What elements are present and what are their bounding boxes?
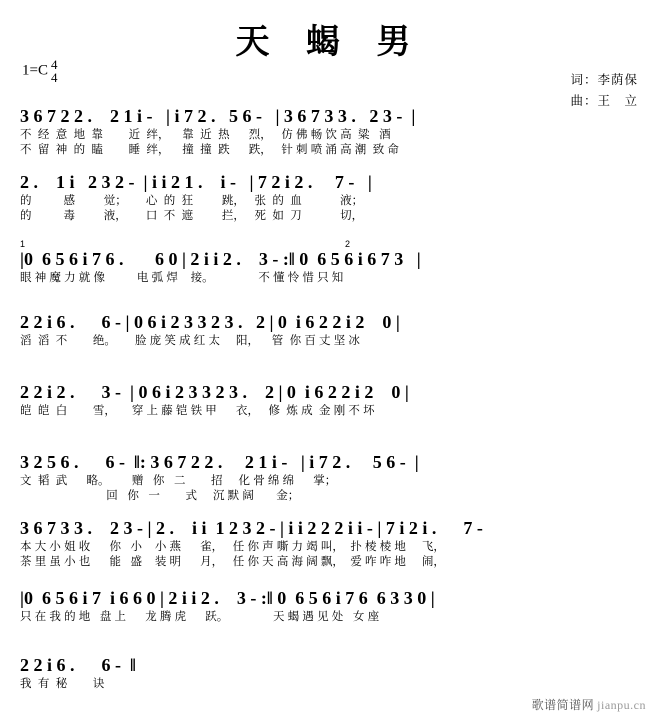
watermark-cn: 歌谱简谱网: [531, 698, 595, 712]
music-system-9: [20, 655, 640, 692]
key-label: 1=C: [22, 62, 48, 79]
music-system-4: [20, 312, 640, 349]
note-row: |0 6 5 6 i 7 6 . 6 0 | 2 i i 2 . 3 - :‖ 0 6 5 6 i 6 7 3 |: [20, 249, 421, 269]
lyric-row: 我 有 秘 诀: [20, 678, 105, 690]
key-signature: [22, 58, 57, 84]
page-title: 天 蝎 男: [235, 24, 425, 61]
lyricist-credit: 词：李荫保: [570, 73, 638, 87]
music-system-3: [20, 240, 640, 286]
note-row: |0 6 5 6 i 7 i 6 6 0 | 2 i i 2 . 3 - :‖ 0 6 5 6 i 7 6 6 3 3 0 |: [20, 588, 435, 608]
music-system-2: [20, 172, 640, 224]
lyric-row: 滔 滔 不 绝。 脸 庞 笑 成 红 太 阳， 管 你 百 丈 坚 冰: [20, 335, 360, 347]
note-row: 3 2 5 6 . 6 - ‖: 3 6 7 2 2 . 2 1 i - | i 7 2 . 5 6 - |: [20, 452, 419, 472]
note-row: 2 2 i 6 . 6 - | 0 6 i 2 3 3 2 3 . 2 | 0 i 6 2 2 i 2 0 |: [20, 312, 400, 332]
note-row: 2 2 i 2 . 3 - | 0 6 i 2 3 3 2 3 . 2 | 0 i 6 2 2 i 2 0 |: [20, 382, 409, 402]
lyric-row: 皑 皑 白 雪， 穿 上 藤 铠 铁 甲 衣， 修 炼 成 金 刚 不 坏: [20, 405, 375, 417]
music-system-1: [20, 106, 640, 158]
lyric-row: 文 韬 武 略。 赠 你 二 招 化 骨 绵 绵 掌；: [20, 475, 337, 487]
watermark-en: jianpu.cn: [597, 698, 646, 712]
note-row: 3 6 7 3 3 . 2 3 - | 2 . i i 1 2 3 2 - | i i 2 2 2 i i - | 7 i 2 i . 7 -: [20, 518, 483, 538]
lyric-row: 眼 神 魔 力 就 像 电 弧 焊 接。 不 懂 怜 惜 只 知: [20, 272, 344, 284]
note-row: 2 2 i 6 . 6 - ‖: [20, 655, 136, 675]
watermark: [532, 696, 646, 713]
lyric-row: 本 大 小 姐 收 你 小 小 燕 雀， 任 你 声 嘶 力 竭 叫， 扑 棱 棱 地 飞，: [20, 541, 445, 553]
volta-markers: [20, 240, 640, 249]
lyric-row-2: 不 留 神 的 瞌 睡 绊， 撞 撞 跌 跌， 针 刺 喷 涌 高 潮 致 命: [20, 144, 399, 156]
lyric-row-2: 的 毒 液， 口 不 遮 拦， 死 如 刀 切，: [20, 210, 364, 222]
time-signature: 4 4: [50, 57, 58, 85]
volta-1: 1: [20, 239, 26, 249]
lyric-row: 只 在 我 的 地 盘 上 龙 腾 虎 跃。 天 蝎 遇 见 处 女 座: [20, 611, 380, 623]
lyric-row: 的 感 觉； 心 的 狂 跳， 张 的 血 液；: [20, 195, 364, 207]
lyric-row-2: 回 你 一 式 沉 默 阔 金；: [20, 490, 300, 502]
music-system-7: [20, 518, 640, 570]
volta-2: 2: [345, 239, 351, 249]
note-row: 3 6 7 2 2 . 2 1 i - | i 7 2 . 5 6 - | 3 6 7 3 3 . 2 3 - |: [20, 106, 416, 126]
lyric-row: 不 经 意 地 靠 近 绊， 靠 近 热 烈， 仿 佛 畅 饮 高 粱 酒: [20, 129, 391, 141]
music-system-5: [20, 382, 640, 419]
note-row: 2 . 1 i 2 3 2 - | i i 2 1 . i - | 7 2 i 2 . 7 - |: [20, 172, 372, 192]
lyric-row-2: 茶 里 虽 小 也 能 盛 装 明 月， 任 你 天 高 海 阔 飘， 爱 咋 咋 地 闹，: [20, 556, 445, 568]
composer-credit: 曲：王 立: [570, 94, 638, 108]
music-system-8: [20, 588, 640, 625]
music-system-6: [20, 452, 640, 504]
